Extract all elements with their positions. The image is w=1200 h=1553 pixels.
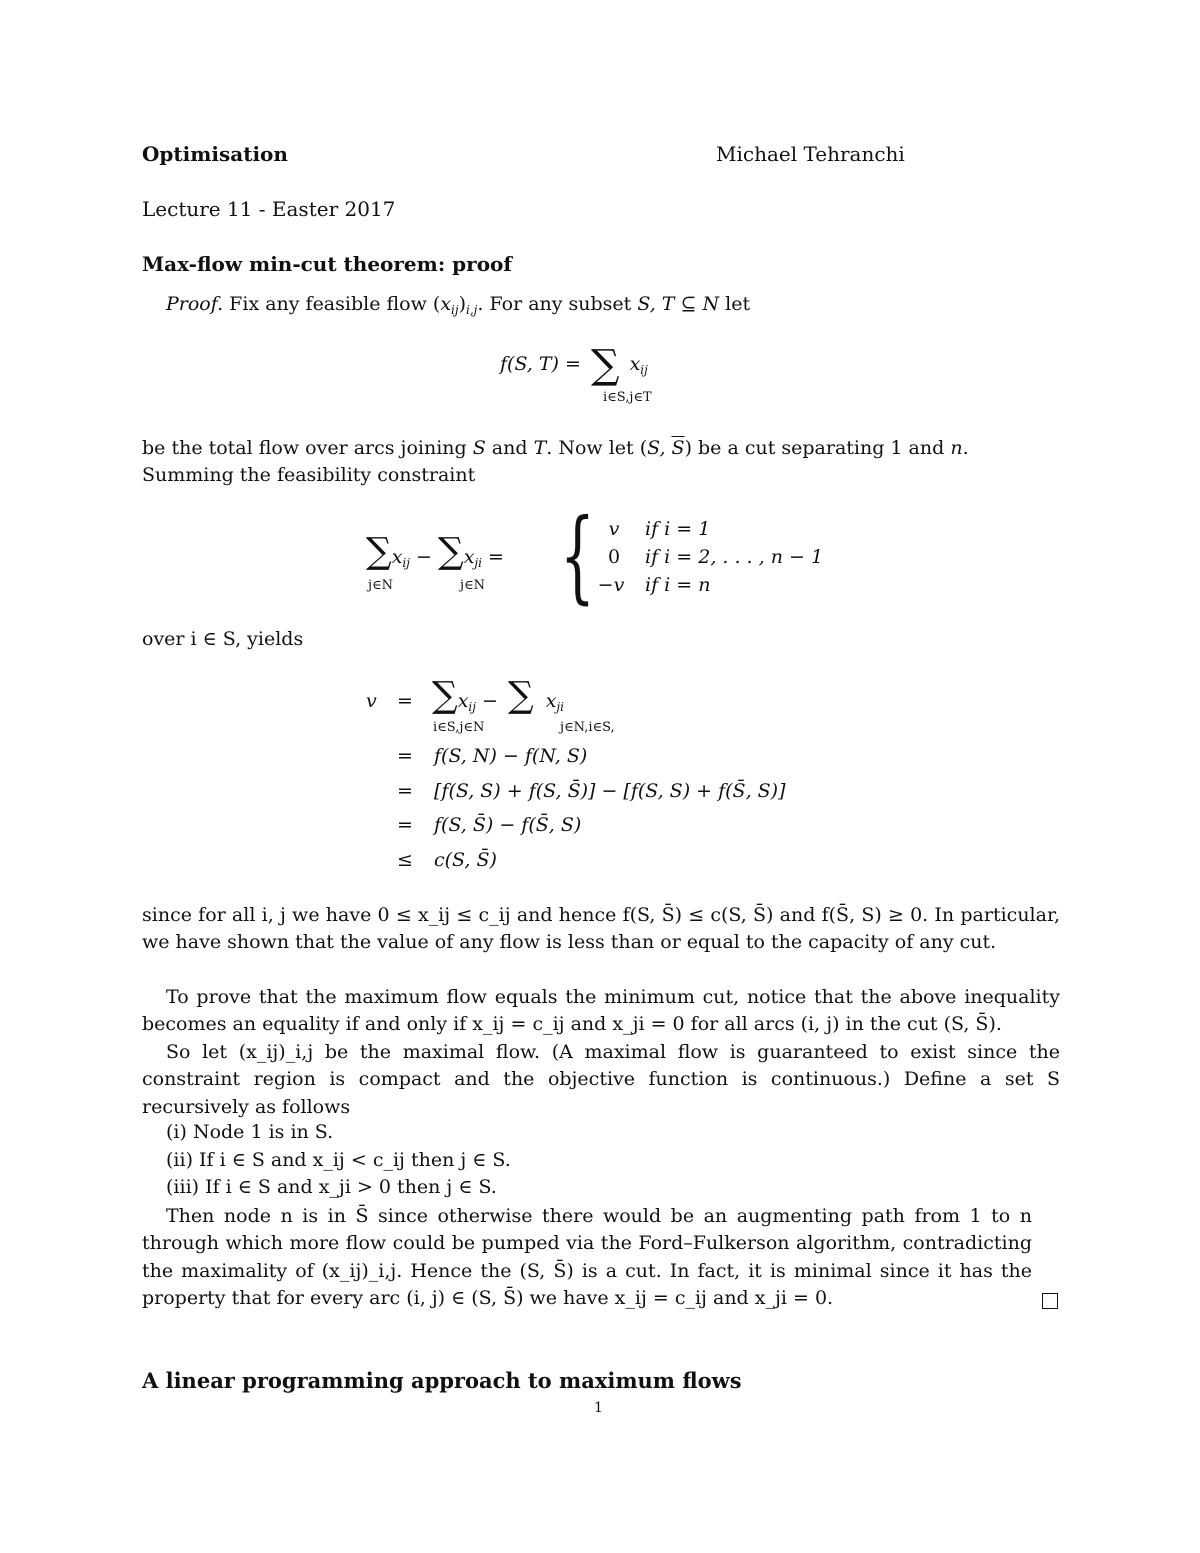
rule-3: (iii) If i ∈ S and x_ji > 0 then j ∈ S. <box>166 1176 497 1198</box>
rule-1: (i) Node 1 is in S. <box>166 1121 334 1143</box>
paragraph-cut-intro: be the total flow over arcs joining S and T. Now let (S, $\overline{S}$) be a cut separating 1 and n. Summing the feasibility constraint <box>142 437 969 487</box>
paragraph-conclusion: Then node n is in S̄ since otherwise there would be an augmenting path from 1 to n through which more flow could be pumped via the Ford–Fulkerson algorithm, contradicting the maximality of (x_ij)_i,j. Hence the (S, S̄) is a cut. In fact, it is minimal since it has the property that for every arc (i, j) ∈ (S, S̄) we have x_ij = c_ij and x_ji = 0. <box>142 1205 1032 1310</box>
sum-symbol: ∑ <box>590 342 620 388</box>
left-brace: { <box>560 497 595 614</box>
deriv-rel-2: = <box>397 745 413 767</box>
case-2-value: 0 <box>607 546 621 568</box>
course-title: Optimisation <box>142 142 288 166</box>
deriv-row-4: f(S, S̄) − f(S̄, S) <box>434 814 582 836</box>
case-2-condition: if i = 2, . . . , n − 1 <box>645 546 824 568</box>
eq2-sum2-limits: j∈N <box>460 578 486 593</box>
deriv-sum2-limits: j∈N,i∈S, <box>560 720 615 735</box>
paragraph-equality: To prove that the maximum flow equals the minimum cut, notice that the above inequality becomes an equality if and only if x_ij = c_ij and x_ji = 0 for all arcs (i, j) in the cut (S, S̄). <box>142 986 1060 1036</box>
section-title-lp: A linear programming approach to maximum flows <box>142 1368 742 1393</box>
case-3-condition: if i = n <box>645 574 711 596</box>
deriv-sum1-limits: i∈S,j∈N <box>433 720 485 735</box>
eq1-sum-limits: i∈S,j∈T <box>603 390 652 405</box>
paragraph-maximal-flow: So let (x_ij)_i,j be the maximal flow. (A maximal flow is guaranteed to exist since the constraint region is compact and the objective function is continuous.) Define a set S recursively as follows <box>142 1041 1060 1118</box>
eq2-sum1-limits: j∈N <box>368 578 394 593</box>
section-title: Max-flow min-cut theorem: proof <box>142 252 512 276</box>
deriv-rel-4: = <box>397 814 413 836</box>
equation-flow-definition: f(S, T) = ∑ $x_{ij}$ <box>500 342 648 388</box>
equation-feasibility: $\sum x_{ij} - \sum x_{ji}$ = <box>366 531 504 572</box>
lecture-line: Lecture 11 - Easter 2017 <box>142 197 396 221</box>
page-number: 1 <box>594 1400 603 1416</box>
paragraph-capacity: since for all i, j we have 0 ≤ x_ij ≤ c_ij and hence f(S, S̄) ≤ c(S, S̄) and f(S̄, S) ≥ 0. In particular, we have shown that the value of any flow is less than or equal to the capacity of any cut. <box>142 904 1060 954</box>
proof-intro: Proof. Fix any feasible flow $(x_{ij})_{i,j}$. For any subset S, T ⊆ N let <box>166 293 751 317</box>
qed-box-icon <box>1042 1293 1058 1309</box>
case-1-value: v <box>608 518 620 540</box>
deriv-row-5: c(S, S̄) <box>434 849 497 871</box>
deriv-rel-1: = <box>397 690 413 712</box>
deriv-lhs: v <box>366 690 377 712</box>
deriv-row-1: $\sum x_{ij}$ − ∑ $x_{ji}$ <box>432 675 564 716</box>
deriv-rel-5: ≤ <box>397 849 413 871</box>
author-name: Michael Tehranchi <box>716 142 905 166</box>
deriv-row-2: f(S, N) − f(N, S) <box>434 745 588 767</box>
deriv-row-3: [f(S, S) + f(S, S̄)] − [f(S, S) + f(S̄, S)] <box>434 780 786 802</box>
case-1-condition: if i = 1 <box>645 518 711 540</box>
deriv-rel-3: = <box>397 780 413 802</box>
over-line: over i ∈ S, yields <box>142 628 304 650</box>
case-3-value: −v <box>597 574 625 596</box>
rule-2: (ii) If i ∈ S and x_ij < c_ij then j ∈ S. <box>166 1149 511 1171</box>
